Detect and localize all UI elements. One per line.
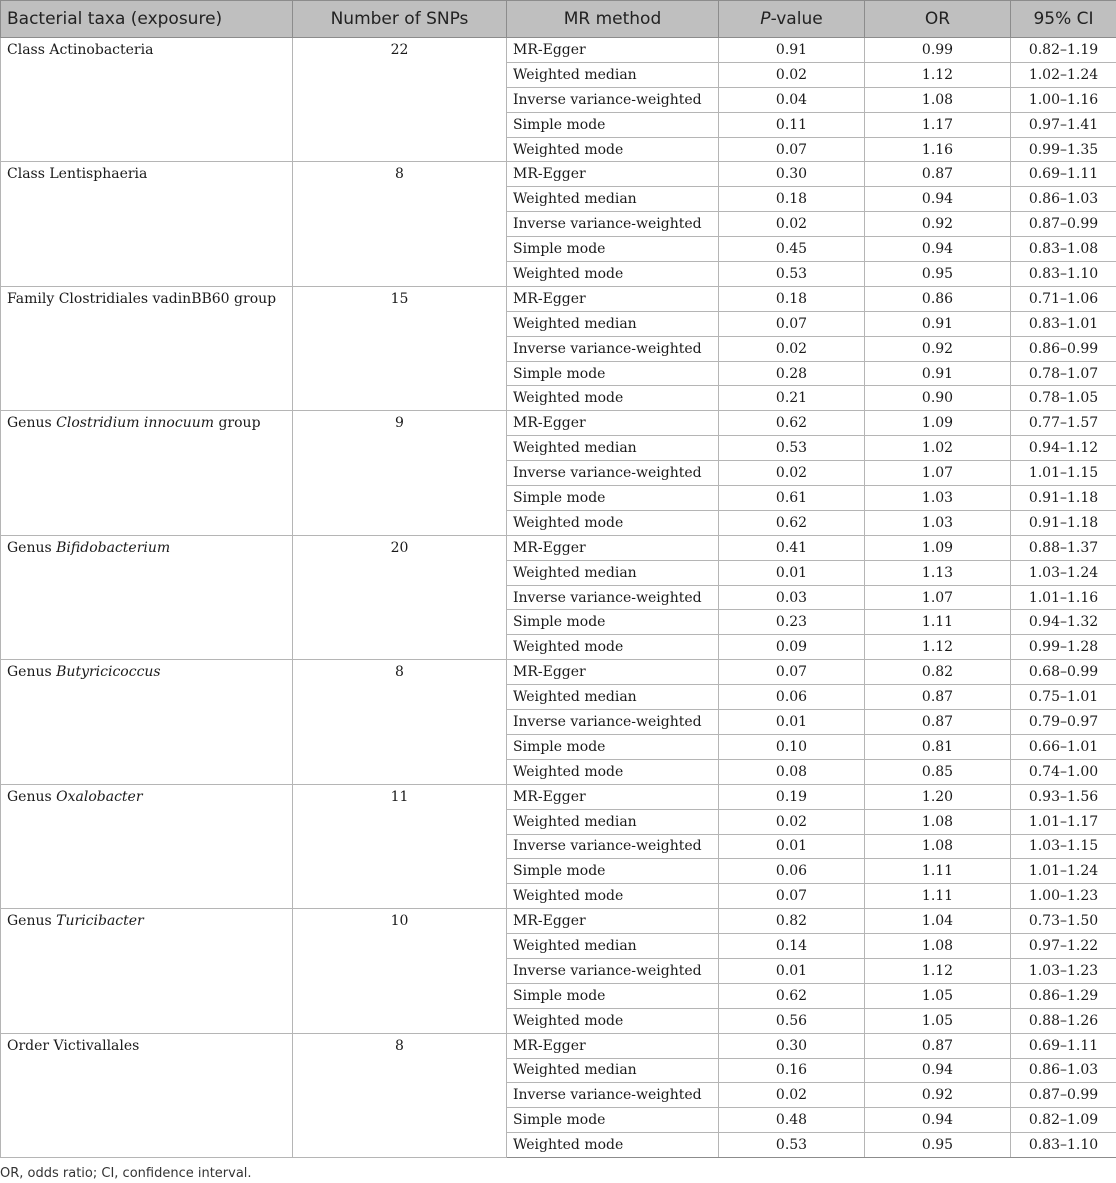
method-cell: Weighted median <box>507 311 719 336</box>
or-cell: 1.08 <box>865 87 1011 112</box>
ci-cell: 0.86–0.99 <box>1011 336 1116 361</box>
col-header-ci: 95% CI <box>1011 1 1116 38</box>
ci-cell: 1.01–1.24 <box>1011 859 1116 884</box>
ci-cell: 1.00–1.23 <box>1011 884 1116 909</box>
taxon-italic-name: Bifidobacterium <box>56 539 171 556</box>
or-cell: 0.99 <box>865 38 1011 63</box>
taxon-suffix: group <box>214 415 261 432</box>
ci-cell: 0.78–1.07 <box>1011 361 1116 386</box>
or-cell: 0.86 <box>865 286 1011 311</box>
or-cell: 0.85 <box>865 759 1011 784</box>
ci-cell: 0.73–1.50 <box>1011 909 1116 934</box>
table-row <box>1 784 1116 809</box>
or-cell: 1.12 <box>865 958 1011 983</box>
pvalue-cell: 0.61 <box>719 486 865 511</box>
or-cell: 0.92 <box>865 212 1011 237</box>
ci-cell: 1.01–1.16 <box>1011 585 1116 610</box>
method-cell: Inverse variance-weighted <box>507 1083 719 1108</box>
or-cell: 0.95 <box>865 262 1011 287</box>
or-cell: 1.07 <box>865 585 1011 610</box>
method-cell: MR-Egger <box>507 535 719 560</box>
snps-cell: 8 <box>293 1033 507 1157</box>
pvalue-cell: 0.62 <box>719 411 865 436</box>
or-cell: 0.91 <box>865 361 1011 386</box>
or-cell: 0.90 <box>865 386 1011 411</box>
ci-cell: 0.86–1.29 <box>1011 983 1116 1008</box>
method-cell: Weighted mode <box>507 137 719 162</box>
table-row <box>1 660 1116 685</box>
pvalue-cell: 0.53 <box>719 262 865 287</box>
pvalue-cell: 0.30 <box>719 162 865 187</box>
pvalue-cell: 0.53 <box>719 1133 865 1158</box>
table-row <box>1 286 1116 311</box>
method-cell: Weighted median <box>507 62 719 87</box>
or-cell: 0.91 <box>865 311 1011 336</box>
pvalue-cell: 0.16 <box>719 1058 865 1083</box>
or-cell: 1.12 <box>865 635 1011 660</box>
table-body <box>1 38 1116 1158</box>
method-cell: Weighted mode <box>507 262 719 287</box>
snps-cell: 15 <box>293 286 507 410</box>
taxon-prefix: Genus <box>7 539 57 556</box>
method-cell: Inverse variance-weighted <box>507 834 719 859</box>
or-cell: 1.05 <box>865 983 1011 1008</box>
pvalue-cell: 0.02 <box>719 336 865 361</box>
ci-cell: 1.03–1.24 <box>1011 560 1116 585</box>
pvalue-cell: 0.09 <box>719 635 865 660</box>
or-cell: 1.09 <box>865 535 1011 560</box>
method-cell: Weighted median <box>507 934 719 959</box>
ci-cell: 1.01–1.17 <box>1011 809 1116 834</box>
snps-cell: 8 <box>293 162 507 286</box>
method-cell: Weighted median <box>507 685 719 710</box>
ci-cell: 0.99–1.35 <box>1011 137 1116 162</box>
or-cell: 0.94 <box>865 237 1011 262</box>
or-cell: 1.08 <box>865 809 1011 834</box>
ci-cell: 0.94–1.32 <box>1011 610 1116 635</box>
method-cell: Weighted mode <box>507 1133 719 1158</box>
or-cell: 1.09 <box>865 411 1011 436</box>
method-cell: Weighted mode <box>507 635 719 660</box>
method-cell: Weighted median <box>507 1058 719 1083</box>
ci-cell: 1.00–1.16 <box>1011 87 1116 112</box>
taxon-prefix: Class Lentisphaeria <box>7 166 148 183</box>
taxon-italic-name: Butyricicoccus <box>56 664 161 681</box>
ci-cell: 0.87–0.99 <box>1011 212 1116 237</box>
col-header-pvalue <box>719 1 865 38</box>
method-cell: MR-Egger <box>507 411 719 436</box>
ci-cell: 0.77–1.57 <box>1011 411 1116 436</box>
snps-cell: 20 <box>293 535 507 659</box>
pvalue-cell: 0.02 <box>719 461 865 486</box>
or-cell: 0.82 <box>865 660 1011 685</box>
pvalue-cell: 0.48 <box>719 1108 865 1133</box>
ci-cell: 0.99–1.28 <box>1011 635 1116 660</box>
pvalue-cell: 0.18 <box>719 187 865 212</box>
table-row <box>1 1033 1116 1058</box>
or-cell: 0.94 <box>865 187 1011 212</box>
or-cell: 1.03 <box>865 510 1011 535</box>
method-cell: Inverse variance-weighted <box>507 336 719 361</box>
method-cell: Weighted mode <box>507 1008 719 1033</box>
pvalue-cell: 0.01 <box>719 560 865 585</box>
pvalue-cell: 0.08 <box>719 759 865 784</box>
or-cell: 1.08 <box>865 934 1011 959</box>
ci-cell: 1.02–1.24 <box>1011 62 1116 87</box>
taxon-cell <box>1 162 293 286</box>
pvalue-cell: 0.21 <box>719 386 865 411</box>
ci-cell: 0.83–1.01 <box>1011 311 1116 336</box>
ci-cell: 0.69–1.11 <box>1011 162 1116 187</box>
ci-cell: 0.82–1.19 <box>1011 38 1116 63</box>
taxon-italic-name: Turicibacter <box>56 913 144 930</box>
taxon-italic-name: Oxalobacter <box>56 788 143 805</box>
method-cell: Simple mode <box>507 610 719 635</box>
ci-cell: 0.93–1.56 <box>1011 784 1116 809</box>
or-cell: 0.95 <box>865 1133 1011 1158</box>
ci-cell: 0.88–1.26 <box>1011 1008 1116 1033</box>
method-cell: Inverse variance-weighted <box>507 958 719 983</box>
or-cell: 1.11 <box>865 884 1011 909</box>
method-cell: Inverse variance-weighted <box>507 585 719 610</box>
ci-cell: 0.88–1.37 <box>1011 535 1116 560</box>
pvalue-cell: 0.04 <box>719 87 865 112</box>
pvalue-cell: 0.14 <box>719 934 865 959</box>
ci-cell: 0.87–0.99 <box>1011 1083 1116 1108</box>
ci-cell: 0.78–1.05 <box>1011 386 1116 411</box>
method-cell: Simple mode <box>507 237 719 262</box>
ci-cell: 0.71–1.06 <box>1011 286 1116 311</box>
method-cell: Weighted median <box>507 436 719 461</box>
method-cell: Simple mode <box>507 486 719 511</box>
taxon-cell <box>1 1033 293 1157</box>
or-cell: 1.11 <box>865 859 1011 884</box>
method-cell: Simple mode <box>507 983 719 1008</box>
taxon-cell <box>1 660 293 784</box>
method-cell: Inverse variance-weighted <box>507 87 719 112</box>
method-cell: Weighted mode <box>507 386 719 411</box>
method-cell: Simple mode <box>507 361 719 386</box>
method-cell: Simple mode <box>507 1108 719 1133</box>
or-cell: 0.87 <box>865 710 1011 735</box>
table-row <box>1 909 1116 934</box>
or-cell: 1.11 <box>865 610 1011 635</box>
method-cell: Weighted mode <box>507 510 719 535</box>
pvalue-cell: 0.45 <box>719 237 865 262</box>
pvalue-cell: 0.56 <box>719 1008 865 1033</box>
ci-cell: 0.97–1.22 <box>1011 934 1116 959</box>
method-cell: Weighted median <box>507 187 719 212</box>
taxon-cell <box>1 784 293 908</box>
pvalue-cell: 0.07 <box>719 311 865 336</box>
taxon-prefix: Class Actinobacteria <box>7 42 154 58</box>
ci-cell: 0.79–0.97 <box>1011 710 1116 735</box>
ci-cell: 0.83–1.10 <box>1011 262 1116 287</box>
taxon-cell <box>1 286 293 410</box>
pvalue-cell: 0.53 <box>719 436 865 461</box>
pvalue-cell: 0.07 <box>719 660 865 685</box>
or-cell: 1.04 <box>865 909 1011 934</box>
ci-cell: 0.91–1.18 <box>1011 510 1116 535</box>
method-cell: Simple mode <box>507 734 719 759</box>
ci-cell: 0.68–0.99 <box>1011 660 1116 685</box>
or-cell: 1.12 <box>865 62 1011 87</box>
snps-cell: 9 <box>293 411 507 535</box>
taxon-cell <box>1 38 293 162</box>
pvalue-cell: 0.19 <box>719 784 865 809</box>
pvalue-cell: 0.18 <box>719 286 865 311</box>
col-header-method: MR method <box>507 1 719 38</box>
pvalue-cell: 0.01 <box>719 710 865 735</box>
pvalue-cell: 0.28 <box>719 361 865 386</box>
or-cell: 0.87 <box>865 1033 1011 1058</box>
pvalue-cell: 0.62 <box>719 510 865 535</box>
taxon-prefix: Genus <box>7 415 57 432</box>
pvalue-cell: 0.23 <box>719 610 865 635</box>
taxon-cell <box>1 411 293 535</box>
method-cell: MR-Egger <box>507 909 719 934</box>
pvalue-cell: 0.11 <box>719 112 865 137</box>
method-cell: Inverse variance-weighted <box>507 710 719 735</box>
method-cell: MR-Egger <box>507 1033 719 1058</box>
or-cell: 0.92 <box>865 1083 1011 1108</box>
or-cell: 0.87 <box>865 685 1011 710</box>
method-cell: Weighted mode <box>507 759 719 784</box>
pvalue-cell: 0.07 <box>719 137 865 162</box>
table-row <box>1 162 1116 187</box>
or-cell: 1.13 <box>865 560 1011 585</box>
taxon-prefix: Genus <box>7 664 57 681</box>
ci-cell: 0.97–1.41 <box>1011 112 1116 137</box>
or-cell: 0.94 <box>865 1058 1011 1083</box>
pvalue-cell: 0.10 <box>719 734 865 759</box>
pvalue-header-label: -value <box>770 9 823 29</box>
pvalue-cell: 0.41 <box>719 535 865 560</box>
table-row <box>1 535 1116 560</box>
taxon-prefix: Genus <box>7 913 57 930</box>
ci-cell: 1.01–1.15 <box>1011 461 1116 486</box>
ci-cell: 0.74–1.00 <box>1011 759 1116 784</box>
or-cell: 1.02 <box>865 436 1011 461</box>
method-cell: MR-Egger <box>507 286 719 311</box>
col-header-snps: Number of SNPs <box>293 1 507 38</box>
ci-cell: 0.82–1.09 <box>1011 1108 1116 1133</box>
method-cell: MR-Egger <box>507 38 719 63</box>
ci-cell: 0.75–1.01 <box>1011 685 1116 710</box>
ci-cell: 0.86–1.03 <box>1011 187 1116 212</box>
method-cell: MR-Egger <box>507 784 719 809</box>
pvalue-cell: 0.02 <box>719 62 865 87</box>
or-cell: 0.87 <box>865 162 1011 187</box>
ci-cell: 0.94–1.12 <box>1011 436 1116 461</box>
method-cell: Simple mode <box>507 859 719 884</box>
method-cell: Weighted mode <box>507 884 719 909</box>
or-cell: 1.08 <box>865 834 1011 859</box>
col-header-or: OR <box>865 1 1011 38</box>
ci-cell: 0.66–1.01 <box>1011 734 1116 759</box>
ci-cell: 1.03–1.23 <box>1011 958 1116 983</box>
method-cell: Inverse variance-weighted <box>507 461 719 486</box>
ci-cell: 0.86–1.03 <box>1011 1058 1116 1083</box>
or-cell: 1.07 <box>865 461 1011 486</box>
pvalue-cell: 0.03 <box>719 585 865 610</box>
or-cell: 1.05 <box>865 1008 1011 1033</box>
taxon-cell <box>1 535 293 659</box>
or-cell: 1.20 <box>865 784 1011 809</box>
pvalue-cell: 0.30 <box>719 1033 865 1058</box>
pvalue-cell: 0.82 <box>719 909 865 934</box>
snps-cell: 11 <box>293 784 507 908</box>
method-cell: Weighted median <box>507 560 719 585</box>
taxon-cell <box>1 909 293 1033</box>
ci-cell: 0.91–1.18 <box>1011 486 1116 511</box>
pvalue-cell: 0.02 <box>719 212 865 237</box>
snps-cell: 10 <box>293 909 507 1033</box>
taxon-italic-name: Clostridium innocuum <box>56 415 215 432</box>
ci-cell: 1.03–1.15 <box>1011 834 1116 859</box>
pvalue-cell: 0.02 <box>719 809 865 834</box>
ci-cell: 0.83–1.08 <box>1011 237 1116 262</box>
ci-cell: 0.83–1.10 <box>1011 1133 1116 1158</box>
pvalue-italic-prefix: P <box>760 9 771 29</box>
or-cell: 0.94 <box>865 1108 1011 1133</box>
method-cell: Weighted median <box>507 809 719 834</box>
or-cell: 0.92 <box>865 336 1011 361</box>
or-cell: 1.17 <box>865 112 1011 137</box>
pvalue-cell: 0.02 <box>719 1083 865 1108</box>
method-cell: Simple mode <box>507 112 719 137</box>
pvalue-cell: 0.01 <box>719 958 865 983</box>
pvalue-cell: 0.91 <box>719 38 865 63</box>
snps-cell: 8 <box>293 660 507 784</box>
pvalue-cell: 0.01 <box>719 834 865 859</box>
or-cell: 1.16 <box>865 137 1011 162</box>
pvalue-cell: 0.06 <box>719 685 865 710</box>
or-cell: 0.81 <box>865 734 1011 759</box>
table-row <box>1 411 1116 436</box>
pvalue-cell: 0.62 <box>719 983 865 1008</box>
method-cell: Inverse variance-weighted <box>507 212 719 237</box>
pvalue-cell: 0.06 <box>719 859 865 884</box>
taxon-prefix: Order Victivallales <box>7 1037 140 1054</box>
or-cell: 1.03 <box>865 486 1011 511</box>
header-row <box>1 1 1116 38</box>
table-row <box>1 38 1116 63</box>
table-footnote: OR, odds ratio; CI, confidence interval. <box>0 1166 252 1181</box>
pvalue-cell: 0.07 <box>719 884 865 909</box>
col-header-taxa: Bacterial taxa (exposure) <box>1 1 293 38</box>
snps-cell: 22 <box>293 38 507 162</box>
taxon-prefix: Family Clostridiales vadinBB60 group <box>7 290 277 307</box>
method-cell: MR-Egger <box>507 162 719 187</box>
ci-cell: 0.69–1.11 <box>1011 1033 1116 1058</box>
taxon-prefix: Genus <box>7 788 57 805</box>
method-cell: MR-Egger <box>507 660 719 685</box>
